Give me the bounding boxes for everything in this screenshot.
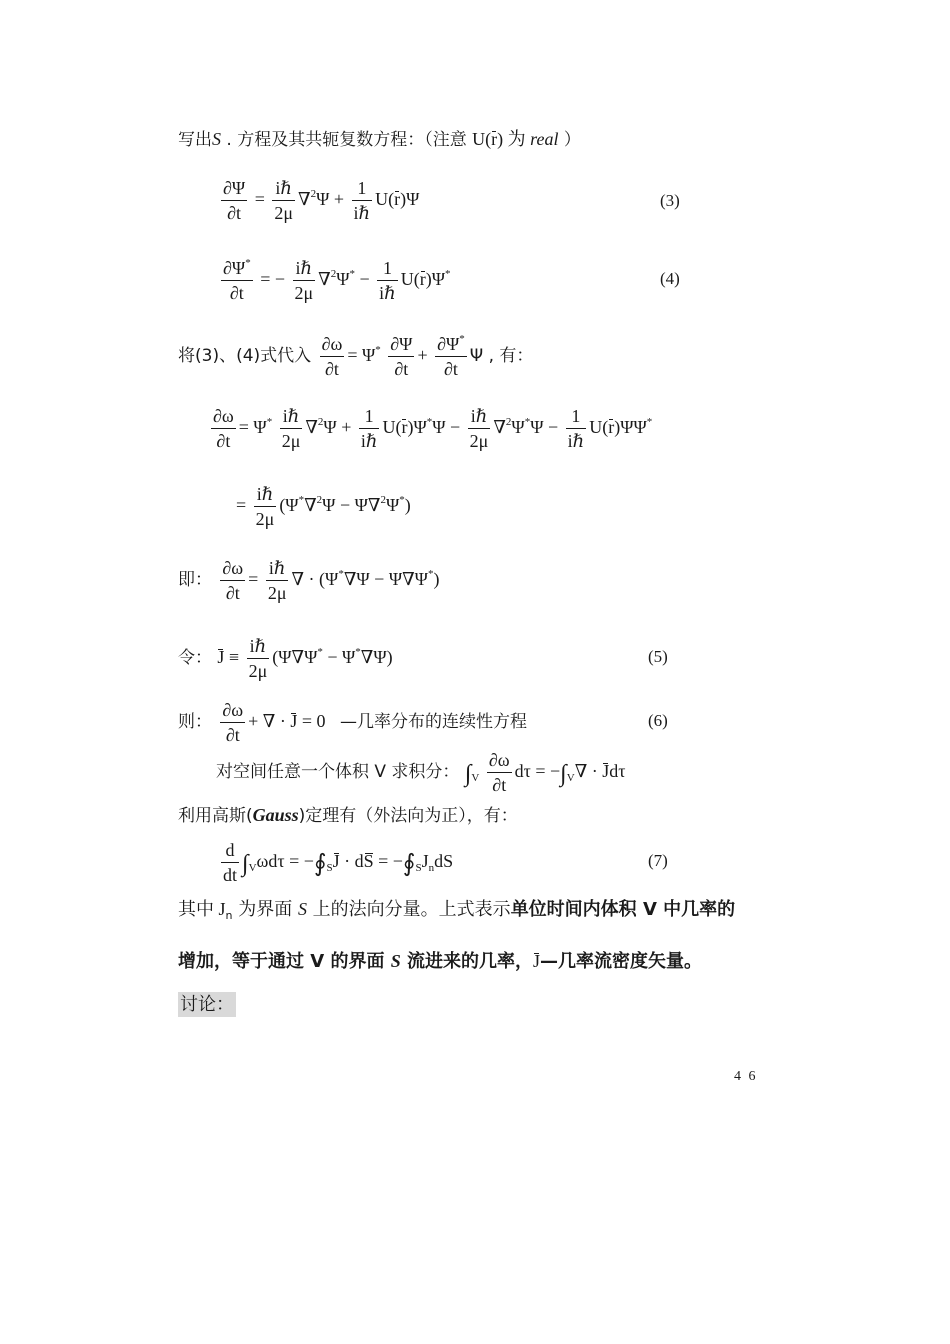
eq4-f2-den: iℏ bbox=[379, 282, 396, 303]
long-nabla2: ∇ bbox=[493, 416, 506, 437]
para1-b: 为界面 bbox=[232, 899, 298, 920]
eq4-star2: * bbox=[445, 267, 451, 280]
para1-sub-n: n bbox=[225, 909, 233, 922]
long-f3-den: 2μ bbox=[469, 430, 489, 451]
equation-6-number: (6) bbox=[648, 711, 668, 730]
eq6-description: —几率分布的连续性方程 bbox=[340, 711, 528, 732]
ji-f0-num: ∂ω bbox=[220, 558, 245, 581]
gauss-name: Gauss bbox=[252, 805, 299, 825]
long-f2-den: iℏ bbox=[360, 430, 378, 451]
eq3-f1-num: iℏ bbox=[272, 178, 295, 201]
simp-sup1: 2 bbox=[316, 493, 323, 506]
simp-equals: = bbox=[236, 494, 247, 515]
intro-line bbox=[178, 130, 581, 149]
sub-f1-den: ∂t bbox=[325, 358, 339, 379]
eq4-lhs-frac bbox=[221, 258, 253, 303]
simp-sup2: 2 bbox=[380, 493, 386, 506]
eq3-term1: Ψ + bbox=[316, 188, 349, 209]
eq6-b: = 0 bbox=[297, 710, 326, 731]
intro-u: U( bbox=[472, 129, 492, 149]
para2-d: —几率流密度矢量。 bbox=[540, 951, 703, 972]
long-f1-num: iℏ bbox=[280, 406, 303, 429]
eq5-frac bbox=[247, 636, 270, 681]
simp-d-star: * bbox=[399, 493, 405, 506]
sub-text: 将(3)、(4)式代入 bbox=[178, 345, 312, 366]
sub-frac3 bbox=[435, 334, 467, 379]
para1-jn: 其中 J bbox=[178, 899, 226, 919]
equation-4 bbox=[218, 258, 451, 303]
long-a: = Ψ bbox=[238, 416, 267, 437]
long-sup1: 2 bbox=[317, 415, 324, 428]
long-frac2 bbox=[359, 406, 380, 451]
integral-sign-2: ∫ bbox=[560, 760, 567, 787]
equation-5-number: (5) bbox=[648, 647, 668, 666]
eq6-label: 则： bbox=[178, 711, 212, 732]
ji-close: ) bbox=[433, 568, 440, 589]
intro-s: S bbox=[212, 129, 221, 149]
long-f4-num: 1 bbox=[566, 406, 587, 429]
eq5-label: 令： bbox=[178, 647, 212, 668]
sub-f3-den: ∂t bbox=[444, 358, 458, 379]
long-nabla1: ∇ bbox=[305, 416, 318, 437]
eq7-j-vec: J bbox=[332, 850, 340, 871]
simp-a: (Ψ bbox=[279, 494, 299, 515]
simp-a-star: * bbox=[298, 493, 305, 506]
long-sup2: 2 bbox=[505, 415, 512, 428]
int-sub-v1: V bbox=[471, 771, 480, 784]
eq3-frac2 bbox=[352, 178, 373, 223]
equation-6 bbox=[178, 700, 527, 745]
eq7-integral: ∫ bbox=[242, 850, 249, 877]
simp-c: Ψ − Ψ∇ bbox=[322, 494, 381, 515]
ji-f0-den: ∂t bbox=[225, 582, 240, 603]
integral-sign-1: ∫ bbox=[464, 760, 472, 787]
ji-f1-num: iℏ bbox=[266, 558, 289, 581]
eq7-sub-v: V bbox=[248, 861, 257, 874]
eq3-f2-num: 1 bbox=[352, 178, 373, 201]
eq6-j-vec: J bbox=[290, 710, 298, 731]
eq3-nabla: ∇ bbox=[298, 188, 311, 209]
int-sub-v2: V bbox=[566, 771, 575, 784]
sub-f1-num: ∂ω bbox=[320, 334, 345, 357]
long-frac0 bbox=[211, 406, 236, 451]
long-frac1 bbox=[280, 406, 303, 451]
intro-text-f: ) 为 bbox=[497, 129, 531, 149]
eq4-minus: − bbox=[355, 268, 375, 289]
sub-frac2 bbox=[388, 334, 414, 379]
eq6-f-num: ∂ω bbox=[220, 700, 245, 723]
long-a-star: * bbox=[266, 415, 273, 428]
expanded-equation bbox=[208, 406, 652, 451]
sub-f3-star: * bbox=[459, 333, 465, 345]
sub-f3-num-text: ∂Ψ bbox=[437, 334, 460, 354]
eq4-f2-num: 1 bbox=[377, 258, 398, 281]
int-j-vec: J bbox=[602, 760, 610, 781]
eq7-contour-integral-1: ∮ bbox=[313, 850, 327, 877]
eq4-lhs-den: ∂t bbox=[229, 282, 244, 303]
ji-equals: = bbox=[248, 568, 259, 589]
eq4-u: U( bbox=[400, 268, 420, 289]
eq4-r-vec: r bbox=[419, 268, 426, 289]
eq4-lhs-num bbox=[221, 258, 253, 281]
sub-f3-num bbox=[435, 334, 467, 357]
eq3-lhs-frac bbox=[221, 178, 247, 223]
long-f3-num: iℏ bbox=[468, 406, 491, 429]
ji-a-star: * bbox=[338, 567, 344, 580]
equation-3-number: (3) bbox=[660, 191, 680, 210]
eq3-r-vec: r bbox=[394, 188, 401, 209]
eq4-star1: * bbox=[349, 267, 356, 280]
eq7-f-num: d bbox=[221, 840, 239, 863]
int-c: ∇ · bbox=[574, 760, 603, 781]
eq4-nabla: ∇ bbox=[318, 268, 331, 289]
eq5-c: ∇Ψ) bbox=[360, 646, 393, 667]
eq3-equals: = bbox=[254, 188, 265, 209]
intro-text-a: 写出 bbox=[178, 130, 212, 150]
eq6-f-den: ∂t bbox=[225, 724, 240, 745]
long-e2: )ΨΨ bbox=[614, 416, 647, 437]
eq3-frac1 bbox=[272, 178, 295, 223]
simp-close: ) bbox=[404, 494, 411, 515]
intro-text-c: . 方程及其共轭复数方程：（注意 bbox=[221, 130, 473, 150]
eq6-frac bbox=[220, 700, 245, 745]
intro-r-vec: r bbox=[491, 129, 498, 149]
eq4-equals: = − bbox=[260, 268, 285, 289]
eq7-sub-s1: S bbox=[326, 861, 333, 874]
int-d: dτ bbox=[609, 760, 626, 781]
para1-d: 上的法向分量。上式表示 bbox=[306, 899, 511, 920]
eq7-s-vec: S bbox=[363, 850, 374, 871]
long-frac4 bbox=[566, 406, 587, 451]
sub-f2-num: ∂Ψ bbox=[388, 334, 414, 357]
ji-label: 即： bbox=[178, 569, 212, 590]
eq5-equiv: ≡ bbox=[228, 646, 240, 667]
gauss-a: 利用高斯( bbox=[178, 806, 253, 826]
long-b2: Ψ + bbox=[323, 416, 356, 437]
eq5-a: (Ψ∇Ψ bbox=[272, 646, 318, 667]
eq7-c: = − bbox=[373, 850, 403, 871]
ji-b-star: * bbox=[427, 567, 434, 580]
long-c-star: * bbox=[426, 415, 433, 428]
int-f-den: ∂t bbox=[492, 774, 507, 795]
eq7-ds: dS bbox=[434, 850, 454, 871]
sub-tail: Ψ , 有： bbox=[469, 345, 534, 366]
sub-frac1 bbox=[320, 334, 345, 379]
eq5-a-star: * bbox=[317, 645, 323, 658]
equation-4-number: (4) bbox=[660, 269, 680, 288]
para1-bold: 单位时间内体积 V 中几率的 bbox=[510, 899, 736, 920]
eq4-frac1 bbox=[293, 258, 316, 303]
divergence-equation bbox=[178, 558, 439, 603]
intro-real: real bbox=[530, 129, 559, 149]
eq3-lhs-den: ∂t bbox=[227, 202, 242, 223]
eq4-lhs-star: * bbox=[245, 257, 251, 269]
eq4-f1-den: 2μ bbox=[294, 282, 314, 303]
equation-5 bbox=[178, 636, 393, 681]
eq3-term2: )Ψ bbox=[400, 188, 420, 209]
long-f0-num: ∂ω bbox=[211, 406, 236, 429]
eq7-b: · d bbox=[339, 850, 364, 871]
eq3-f2-den: iℏ bbox=[353, 202, 371, 223]
eq7-contour-integral-2: ∮ bbox=[402, 850, 416, 877]
long-frac3 bbox=[468, 406, 491, 451]
equation-7-number: (7) bbox=[648, 851, 668, 870]
intro-text-h: ） bbox=[558, 130, 581, 150]
eq5-f-num: iℏ bbox=[247, 636, 270, 659]
eq4-lhs-num-text: ∂Ψ bbox=[223, 258, 246, 278]
substitution-line bbox=[178, 334, 533, 379]
ji-frac1 bbox=[266, 558, 289, 603]
eq3-sup2: 2 bbox=[310, 187, 317, 200]
long-f2-num: 1 bbox=[359, 406, 380, 429]
long-f0-den: ∂t bbox=[216, 430, 231, 451]
eq5-j-vec: J bbox=[217, 646, 225, 667]
int-text: 对空间任意一个体积 V 求积分： bbox=[216, 761, 460, 782]
int-frac bbox=[487, 750, 512, 795]
para2-a: 增加，等于通过 V 的界面 bbox=[178, 951, 391, 972]
ji-a: ∇ · (Ψ bbox=[291, 568, 339, 589]
eq7-frac bbox=[221, 840, 239, 885]
explanation-line-1 bbox=[178, 899, 736, 922]
ji-f1-den: 2μ bbox=[267, 582, 287, 603]
eq7-a: ωdτ = − bbox=[256, 850, 314, 871]
ji-b: ∇Ψ − Ψ∇Ψ bbox=[343, 568, 428, 589]
sub-star: * bbox=[375, 343, 381, 356]
eq7-f-den: dt bbox=[223, 864, 238, 885]
eq7-jn: J bbox=[421, 850, 429, 871]
equation-3 bbox=[218, 178, 419, 223]
long-u2: U( bbox=[589, 416, 609, 437]
sub-f2-den: ∂t bbox=[394, 358, 409, 379]
eq4-term2: )Ψ bbox=[425, 268, 446, 289]
eq3-u: U( bbox=[375, 188, 395, 209]
discussion-heading bbox=[178, 996, 236, 1014]
para2-c: 流进来的几率， bbox=[400, 951, 534, 972]
long-d2: Ψ bbox=[511, 416, 525, 437]
page-number: 4 6 bbox=[734, 1069, 758, 1084]
eq7-sub-n: n bbox=[428, 861, 435, 874]
gauss-line bbox=[178, 806, 518, 825]
long-f4-den: iℏ bbox=[567, 430, 585, 451]
integral-line bbox=[216, 750, 626, 795]
eq3-lhs-num: ∂Ψ bbox=[221, 178, 247, 201]
eq4-f1-num: iℏ bbox=[293, 258, 316, 281]
long-f1-den: 2μ bbox=[281, 430, 301, 451]
sub-eq-psi: = Ψ bbox=[347, 344, 376, 365]
simplified-equation bbox=[236, 484, 411, 529]
int-f-num: ∂ω bbox=[487, 750, 512, 773]
eq5-f-den: 2μ bbox=[248, 660, 268, 681]
simp-nabla: ∇ bbox=[304, 494, 317, 515]
long-e-star: * bbox=[646, 415, 653, 428]
ji-frac0 bbox=[220, 558, 245, 603]
long-r1-vec: r bbox=[401, 416, 408, 437]
eq6-a: + ∇ · bbox=[248, 710, 291, 731]
sub-plus: + bbox=[417, 344, 428, 365]
int-b: dτ = − bbox=[514, 760, 561, 781]
eq3-f1-den: 2μ bbox=[274, 202, 293, 223]
long-c2: )Ψ bbox=[407, 416, 427, 437]
explanation-line-2 bbox=[178, 952, 702, 971]
para1-s: S bbox=[297, 899, 307, 919]
eq5-b-star: * bbox=[355, 645, 361, 658]
simp-f-num: iℏ bbox=[254, 484, 277, 507]
para2-j-vec: J bbox=[533, 951, 541, 971]
discussion-label: 讨论： bbox=[180, 994, 234, 1015]
simp-d: Ψ bbox=[385, 494, 400, 515]
eq4-frac2 bbox=[377, 258, 398, 303]
equation-7 bbox=[218, 840, 453, 885]
simp-frac bbox=[254, 484, 277, 529]
eq7-sub-s2: S bbox=[415, 861, 422, 874]
long-d-star: * bbox=[524, 415, 531, 428]
eq4-psi: Ψ bbox=[336, 268, 350, 289]
long-c3: Ψ − bbox=[432, 416, 465, 437]
long-u1: U( bbox=[382, 416, 402, 437]
long-d3: Ψ − bbox=[530, 416, 563, 437]
long-r2-vec: r bbox=[608, 416, 615, 437]
gauss-c: )定理有（外法向为正），有： bbox=[298, 806, 518, 826]
eq5-b: − Ψ bbox=[322, 646, 356, 667]
eq4-sup2: 2 bbox=[330, 267, 337, 280]
simp-f-den: 2μ bbox=[255, 508, 275, 529]
para2-s: S bbox=[390, 951, 401, 971]
